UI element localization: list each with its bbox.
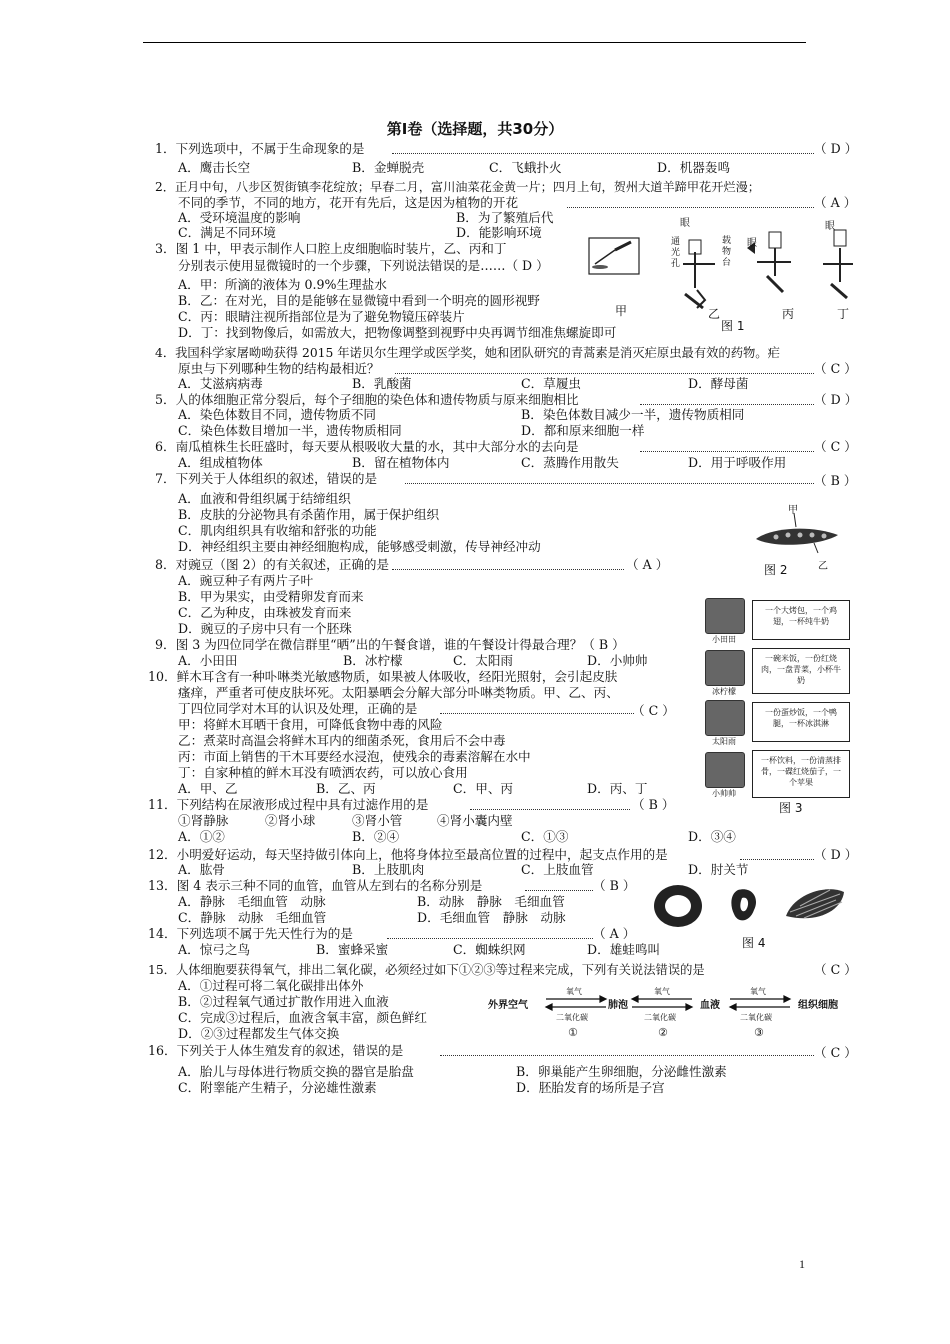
q13-option-b: B．动脉 静脉 毛细血管 — [417, 894, 565, 909]
q3-stem-line2: 分别表示使用显微镜时的一个步骤，下列说法错误的是……（ D ） — [178, 258, 549, 273]
q6-stem: 6．南瓜植株生长旺盛时，每天要从根吸收大量的水，其中大部分水的去向是 — [155, 439, 579, 454]
q10-stem-line1: 10．鲜木耳含有一种卟啉类光敏感物质，如果被人体吸收，经阳光照射，会引起皮肤 — [148, 669, 618, 684]
co2-label-1: 二氧化碳 — [556, 1013, 588, 1022]
q2-answer: （ A ） — [814, 195, 857, 210]
node-blood: 血液 — [700, 1000, 720, 1011]
dot-leader — [740, 859, 814, 860]
q5-answer: （ D ） — [814, 392, 858, 407]
dot-leader — [392, 569, 624, 570]
fig1-caption: 图 1 — [721, 319, 745, 333]
dot-leader — [440, 1055, 814, 1056]
fig1-stage: 载物台 — [722, 236, 732, 268]
o2-label-2: 氧气 — [654, 987, 670, 996]
node-alveoli: 肺泡 — [608, 1000, 628, 1011]
figure-3 — [700, 596, 855, 816]
dot-leader — [640, 404, 814, 405]
dot-leader — [567, 207, 814, 208]
o2-label-3: 氧气 — [750, 987, 766, 996]
q9-option-c: C．太阳雨 — [453, 653, 514, 668]
q9-option-d: D．小帅帅 — [587, 653, 648, 668]
fig3-student-2-meal: 一碗米饭，一份红烧肉，一盘青菜，小杯牛奶 — [752, 648, 850, 694]
q15-option-c: C．完成③过程后，血液含氧丰富，颜色鲜红 — [178, 1010, 427, 1025]
fig3-student-2-name: 冰柠檬 — [712, 687, 736, 696]
q14-option-b: B．蜜蜂采蜜 — [316, 942, 389, 957]
co2-label-3: 二氧化碳 — [740, 1013, 772, 1022]
q12-answer: （ D ） — [814, 847, 858, 862]
q7-option-b: B．皮肤的分泌物具有杀菌作用，属于保护组织 — [178, 507, 440, 522]
q16-option-a: A．胎儿与母体进行物质交换的器官是胎盘 — [178, 1064, 414, 1079]
fig1-label-yi: 乙 — [708, 307, 721, 321]
q3-option-d: D．丁：找到物像后，如需放大，把物像调整到视野中央再调节细准焦螺旋即可 — [178, 325, 617, 340]
q9-stem: 9．图 3 为四位同学在微信群里“晒”出的午餐食谱，谁的午餐设计得最合理？（ B ） — [155, 637, 625, 652]
q13-option-d: D．毛细血管 静脉 动脉 — [417, 910, 566, 925]
q5-option-c: C．染色体数目增加一半，遗传物质相同 — [178, 423, 402, 438]
q13-option-c: C．静脉 动脉 毛细血管 — [178, 910, 327, 925]
q4-option-a: A．艾滋病病毒 — [178, 376, 263, 391]
step-3: ③ — [754, 1026, 764, 1039]
q3-option-c: C．丙：眼睛注视所指部位是为了避免物镜压碎装片 — [178, 309, 465, 324]
q12-option-b: B．上肢肌肉 — [352, 862, 425, 877]
header-rule — [143, 42, 806, 43]
q12-option-a: A．肱骨 — [178, 862, 225, 877]
q11-item-2: ②肾小球 — [265, 813, 316, 828]
figure-1 — [585, 212, 855, 332]
q13-option-a: A．静脉 毛细血管 动脉 — [178, 894, 326, 909]
q10-option-c: C．甲、丙 — [453, 781, 514, 796]
q8-answer: （ A ） — [626, 557, 669, 572]
dot-leader — [525, 890, 593, 891]
node-outside-air: 外界空气 — [488, 1000, 528, 1011]
q11-item-3: ③肾小管 — [352, 813, 403, 828]
q15-answer: （ C ） — [814, 962, 857, 977]
q2-option-d: D．能影响环境 — [456, 225, 542, 240]
q1-option-c: C．飞蛾扑火 — [489, 160, 562, 175]
q4-option-b: B．乳酸菌 — [352, 376, 412, 391]
q9-option-b: B．冰柠檬 — [343, 653, 403, 668]
q2-option-a: A．受环境温度的影响 — [178, 210, 301, 225]
fig3-student-1-meal: 一个大烤包，一个鸡翅，一杯纯牛奶 — [752, 600, 850, 640]
q4-option-c: C．草履虫 — [521, 376, 582, 391]
q16-option-b: B．卵巢能产生卵细胞，分泌雌性激素 — [516, 1064, 727, 1079]
q2-stem-line1: 2．正月中旬，八步区贺街镇李花绽放；早春二月，富川油菜花金黄一片；四月上旬，贺州大道羊蹄甲花开烂漫； — [155, 180, 760, 194]
dot-leader — [387, 938, 593, 939]
dot-leader — [395, 373, 814, 374]
q8-option-b: B．甲为果实，由受精卵发育而来 — [178, 589, 364, 604]
q6-option-b: B．留在植物体内 — [352, 455, 450, 470]
q2-option-c: C．满足不同环境 — [178, 225, 276, 240]
q14-stem: 14．下列选项不属于先天性行为的是 — [148, 926, 353, 941]
q10-statement-bing: 丙：市面上销售的干木耳要经水浸泡，使残余的毒素溶解在水中 — [178, 749, 531, 764]
fig2-label-yi: 乙 — [818, 561, 828, 572]
q8-option-c: C．乙为种皮，由珠被发育而来 — [178, 605, 352, 620]
fig1-light-hole: 通光孔 — [671, 237, 681, 269]
avatar — [705, 700, 745, 736]
q10-option-a: A．甲、乙 — [178, 781, 238, 796]
q1-stem: 1．下列选项中，不属于生命现象的是 — [155, 141, 365, 156]
q16-answer: （ C ） — [814, 1045, 857, 1060]
q8-option-a: A．豌豆种子有两片子叶 — [178, 573, 314, 588]
q1-option-d: D．机器轰鸣 — [657, 160, 731, 175]
q11-option-c: C．①③ — [521, 829, 569, 844]
q7-option-d: D．神经组织主要由神经细胞构成，能够感受刺激，传导神经冲动 — [178, 539, 541, 554]
q10-option-d: D．丙、丁 — [587, 781, 648, 796]
dot-leader — [640, 451, 814, 452]
fig1-label-ding: 丁 — [837, 307, 850, 321]
step-2: ② — [658, 1026, 668, 1039]
step-1: ① — [568, 1026, 578, 1039]
fig4-caption: 图 4 — [742, 936, 766, 950]
q11-stem: 11．下列结构在尿液形成过程中具有过滤作用的是 — [148, 797, 429, 812]
q2-option-b: B．为了繁殖后代 — [456, 210, 554, 225]
q10-statement-yi: 乙：煮菜时高温会将鲜木耳内的细菌杀死，食用后不会中毒 — [178, 733, 506, 748]
fig3-caption: 图 3 — [779, 801, 803, 815]
q10-option-b: B．乙、丙 — [316, 781, 376, 796]
fig2-caption: 图 2 — [764, 563, 788, 577]
fig1-label-jia: 甲 — [615, 304, 628, 318]
q11-option-b: B．②④ — [352, 829, 400, 844]
q7-option-c: C．肌肉组织具有收缩和舒张的功能 — [178, 523, 377, 538]
q16-option-d: D．胚胎发育的场所是子宫 — [516, 1080, 665, 1095]
avatar — [705, 752, 745, 788]
figure-2 — [752, 505, 842, 577]
q2-stem-line2: 不同的季节，不同的地方，花开有先后，这是因为植物的开花 — [178, 195, 519, 210]
q12-option-c: C．上肢血管 — [521, 862, 594, 877]
q4-option-d: D．酵母菌 — [688, 376, 749, 391]
q11-option-d: D．③④ — [688, 829, 736, 844]
fig1-eye-label: 眼 — [680, 218, 690, 229]
q4-stem-line1: 4．我国科学家屠呦呦获得 2015 年诺贝尔生理学或医学奖，她和团队研究的青蒿素是消灭疟原虫最有效的药物。疟 — [155, 346, 780, 360]
q11-option-a: A．①② — [178, 829, 225, 844]
q3-option-a: A．甲：所滴的液体为 0.9%生理盐水 — [178, 277, 387, 292]
gas-exchange-diagram — [488, 986, 858, 1046]
page-number: 1 — [799, 1257, 805, 1271]
q11-answer: （ B ） — [632, 797, 675, 812]
q10-answer: （ C ） — [632, 703, 675, 718]
q15-option-b: B．②过程氧气通过扩散作用进入血液 — [178, 994, 389, 1009]
dot-leader — [470, 809, 630, 810]
co2-label-2: 二氧化碳 — [644, 1013, 676, 1022]
q1-option-a: A．鹰击长空 — [178, 160, 251, 175]
q6-answer: （ C ） — [814, 439, 857, 454]
fig1-eye-label-3: 眼 — [825, 221, 835, 232]
q9-option-a: A．小田田 — [178, 653, 238, 668]
dot-leader — [405, 483, 814, 484]
fig1-label-bing: 丙 — [782, 307, 795, 321]
figure-4 — [650, 880, 850, 950]
q5-option-a: A．染色体数目不同，遗传物质不同 — [178, 407, 377, 422]
q14-answer: （ A ） — [593, 926, 636, 941]
node-tissue-cells: 组织细胞 — [798, 1000, 838, 1011]
fig3-student-3-name: 太阳雨 — [712, 737, 736, 746]
fig3-student-4-name: 小帅帅 — [712, 789, 736, 798]
q16-option-c: C．附睾能产生精子，分泌雄性激素 — [178, 1080, 377, 1095]
q12-option-d: D．肘关节 — [688, 862, 749, 877]
section-title: 第Ⅰ卷（选择题，共30分） — [386, 120, 564, 138]
q11-item-1: ①肾静脉 — [178, 813, 229, 828]
dot-leader — [440, 713, 634, 714]
q10-stem-line3: 丁四位同学对木耳的认识及处理，正确的是 — [178, 701, 418, 716]
q16-stem: 16．下列关于人体生殖发育的叙述，错误的是 — [148, 1043, 404, 1058]
avatar — [705, 598, 745, 634]
q10-statement-jia: 甲：将鲜木耳晒干食用，可降低食物中毒的风险 — [178, 717, 443, 732]
q15-stem: 15．人体细胞要获得氧气，排出二氧化碳，必须经过如下①②③等过程来完成，下列有关说法错误的是 — [148, 963, 705, 977]
q14-option-a: A．惊弓之鸟 — [178, 942, 251, 957]
q6-option-c: C．蒸腾作用散失 — [521, 455, 619, 470]
q13-answer: （ B ） — [593, 878, 636, 893]
q7-answer: （ B ） — [814, 473, 857, 488]
q5-option-d: D．都和原来细胞一样 — [521, 423, 645, 438]
fig3-student-1-name: 小田田 — [712, 635, 736, 644]
q10-stem-line2: 瘙痒，严重者可使皮肤坏死。太阳暴晒会分解大部分卟啉类物质。甲、乙、丙、 — [178, 685, 619, 700]
q8-option-d: D．豌豆的子房中只有一个胚珠 — [178, 621, 352, 636]
fig3-student-4-meal: 一杯饮料，一份清蒸排骨，一碟红烧茄子，一个苹果 — [752, 750, 850, 798]
dot-leader — [392, 153, 814, 154]
q7-option-a: A．血液和骨组织属于结缔组织 — [178, 491, 351, 506]
q15-option-d: D．②③过程都发生气体交换 — [178, 1026, 340, 1041]
q3-stem-line1: 3．图 1 中，甲表示制作人口腔上皮细胞临时装片，乙、丙和丁 — [155, 241, 507, 256]
q8-stem: 8．对豌豆（图 2）的有关叙述，正确的是 — [155, 557, 390, 572]
q4-answer: （ C ） — [814, 361, 857, 376]
q13-stem: 13．图 4 表示三种不同的血管，血管从左到右的名称分别是 — [148, 878, 483, 893]
q7-stem: 7．下列关于人体组织的叙述，错误的是 — [155, 471, 378, 486]
q14-option-c: C．蜘蛛织网 — [453, 942, 526, 957]
q15-option-a: A．①过程可将二氧化碳排出体外 — [178, 978, 364, 993]
q5-option-b: B．染色体数目减少一半，遗传物质相同 — [521, 407, 745, 422]
q11-item-4: ④肾小囊内壁 — [437, 813, 513, 828]
fig2-label-jia: 甲 — [788, 505, 798, 516]
fig1-eye-label-2: 眼 — [747, 238, 757, 249]
q14-option-d: D．雄蛙鸣叫 — [587, 942, 661, 957]
q1-option-b: B．金蝉脱壳 — [352, 160, 425, 175]
q1-answer: （ D ） — [814, 141, 858, 156]
o2-label-1: 氧气 — [566, 987, 582, 996]
q5-stem: 5．人的体细胞正常分裂后，每个子细胞的染色体和遗传物质与原来细胞相比 — [155, 392, 579, 407]
q4-stem-line2: 原虫与下列哪种生物的结构最相近？ — [178, 361, 380, 376]
q3-option-b: B．乙：在对光，目的是能够在显微镜中看到一个明亮的圆形视野 — [178, 293, 540, 308]
fig3-student-3-meal: 一份蛋炒饭，一个鸭腿，一杯冰淇淋 — [752, 702, 850, 742]
q6-option-d: D．用于呼吸作用 — [688, 455, 787, 470]
q12-stem: 12．小明爱好运动，每天坚持做引体向上，他将身体拉至最高位置的过程中，起支点作用的是 — [148, 847, 668, 862]
avatar — [705, 650, 745, 686]
q10-statement-ding: 丁：自家种植的鲜木耳没有喷洒农药，可以放心食用 — [178, 765, 468, 780]
q6-option-a: A．组成植物体 — [178, 455, 263, 470]
